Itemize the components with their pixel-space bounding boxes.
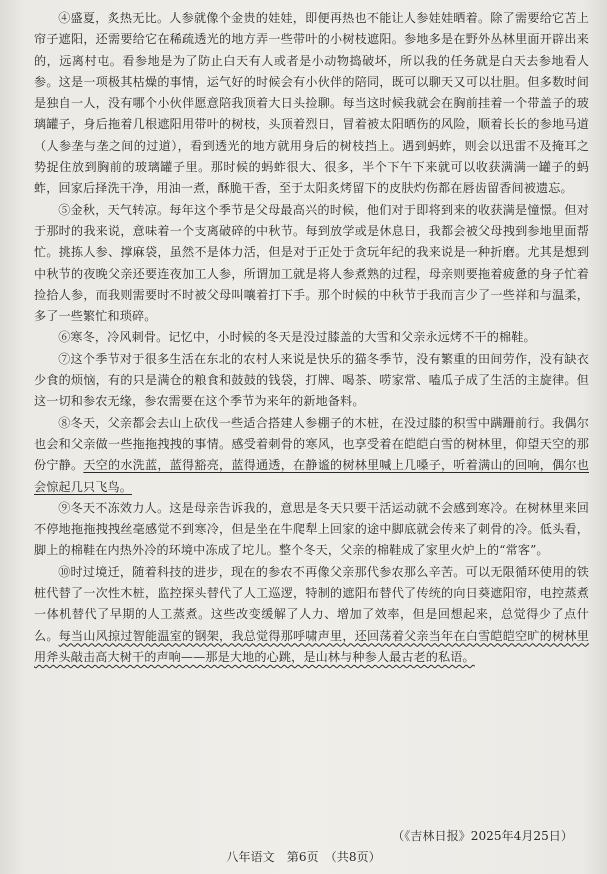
source-citation: （《吉林日报》2025年4月25日） [392,829,573,843]
paragraph-8-underlined-sentence: 天空的水洗蓝，蓝得豁亮，蓝得通透，在静谧的树林里喊上几嗓子，听着满山的回响，偶尔也会惊起几只飞鸟。 [34,458,589,494]
page-footer: 八年语文 第6页 （共8页） [226,850,381,864]
paragraph-4-text: ④盛夏，炙热无比。人参就像个金贵的娃娃，即便再热也不能让人参娃娃晒着。除了需要给它苫上帘子遮阳，还需要给它在稀疏透光的地方弄一些带叶的小树枝遮阳。参地多是在野外丛林里面开辟出来的，远离村屯。看参地是为了防止白天有人或者是小动物捣破坏，所以我的任务就是白天去参地看人参。这是一项极其枯燥的事情，运气好的时候会有小伙伴的陪同，既可以聊天又可以壮胆。但多数时间是独自一人，没有哪个小伙伴愿意陪我顶着大日头捡聊。每当这时候我就会在胸前挂着一个带盖子的玻璃罐子，身后拖着几根遮阳用带叶的树枝，头顶着烈日，冒着被太阳晒伤的风险，顺着长长的参地马道（人参垄与垄之间的过道），看到透光的地方就用身后的树枝挡上。遇到蚂蚱，则会以迅雷不及掩耳之势捉住放到胸前的玻璃罐子里。那时候的蚂蚱很大、很多，半个下午下来就可以收获满满一罐子的蚂蚱，回家后择洗干净，用油一煮，酥脆干香，至于太阳炙烤留下的皮肤灼伤都在唇齿留香间被遗忘。 [34,11,589,196]
paragraph-10-wavy-underlined-sentence: 每当山风掠过智能温室的钢架，我总觉得那呼啸声里，还回荡着父亲当年在白雪皑皑空旷的树林里用斧头敲击高大树干的声响——那是大地的心跳，是山林与种参人最古老的私语。 [34,628,589,664]
paragraph-10-text: ⑩时过境迁，随着科技的进步，现在的参农不再像父亲那代参农那么辛苦。可以无限循环使用的铁桩代替了一次性木桩，监控探头替代了人工巡逻，特制的遮阳布替代了传统的向日葵遮阳帘，电控蒸煮一体机替代了早期的人工蒸煮。这些改变缓解了人力、增加了效率，但是回想起来，总觉得少了点什么。 [34,564,589,643]
paragraph-6 [34,327,589,348]
paragraph-9-text: ⑨冬天不冻效力人。这是母亲告诉我的，意思是冬天只要干活运动就不会感到寒冷。在树林里来回不停地拖拖拽拽丝毫感觉不到寒冷，但是坐在牛爬犁上回家的途中脚底就会传来了刺骨的冷。低头看，脚上的棉鞋在内热外冷的环境中冻成了坨儿。整个冬天，父亲的棉鞋成了家里火炉上的“常客”。 [34,500,589,558]
paragraph-10 [34,562,589,668]
paragraph-9 [34,498,589,562]
paragraph-6-text: ⑥寒冬，冷风刺骨。记忆中，小时候的冬天是没过膝盖的大雪和父亲永远烤不干的棉鞋。 [58,330,536,345]
paragraph-7 [34,349,589,413]
paragraph-5 [34,200,589,328]
paragraph-8-text: ⑧冬天，父亲都会去山上砍伐一些适合搭建人参棚子的木桩，在没过膝的积雪中蹒跚前行。我偶尔也会和父亲做一些拖拖拽拽的事情。感受着刺骨的寒风，也享受着在皑皑白雪的树林里，仰望天空的那份宁静。 [34,415,589,473]
paragraph-5-text: ⑤金秋，天气转凉。每年这个季节是父母最高兴的时候，他们对于即将到来的收获满是憧憬。但对于那时的我来说，意味着一个支离破碎的中秋节。每到放学或是休息日，我都会被父母拽到参地里面帮忙。挑拣人参、撑麻袋，虽然不是体力活，但是对于正处于贪玩年纪的我来说是一种折磨。尤其是想到中秋节的夜晚父亲还要连夜加工人参，所谓加工就是将人参煮熟的过程，母亲则要拖着疲惫的身子忙着捡拾人参，而我则需要时不时被父母叫嚷着打下手。那个时候的中秋节于我而言少了一些祥和与温柔，多了一些繁忙和琐碎。 [34,202,589,324]
reading-passage [34,8,589,668]
paragraph-8 [34,413,589,498]
paragraph-4 [34,8,589,200]
paragraph-7-text: ⑦这个季节对于很多生活在东北的农村人来说是快乐的猫冬季节，没有繁重的田间劳作，没有缺衣少食的烦恼，有的只是满仓的粮食和鼓鼓的钱袋，打牌、喝茶、唠家常、嗑瓜子成了生活的主旋律。但这一切和参农无缘，参农需要在这个季节为来年的新地备料。 [34,351,589,409]
